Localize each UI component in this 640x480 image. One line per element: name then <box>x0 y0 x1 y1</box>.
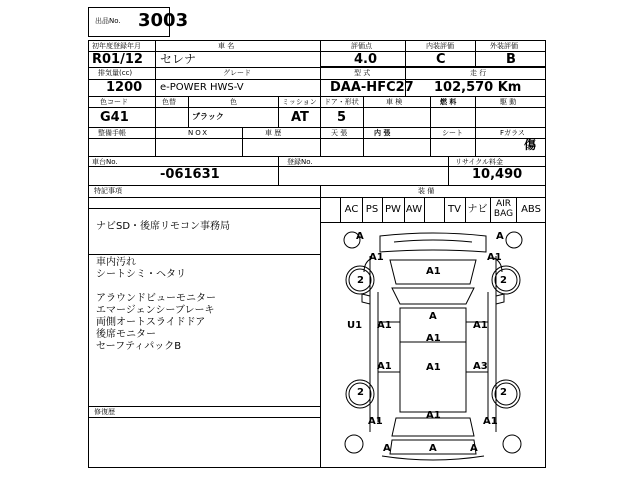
exterior-grade-value: B <box>506 52 516 67</box>
equipment-ps: PS <box>365 204 379 215</box>
model-code-label: 型 式 <box>354 69 371 77</box>
damage-mark: A1 <box>426 266 441 277</box>
color-change-label: 色替 <box>162 98 176 106</box>
score-value: 4.0 <box>354 52 378 67</box>
fuel-label: 燃 料 <box>440 98 457 106</box>
repair-history-label: 修復歴 <box>94 408 115 416</box>
first-registration-value: R01/12 <box>92 52 143 67</box>
damage-mark: A1 <box>377 320 392 331</box>
damage-mark: A <box>383 443 391 454</box>
car-history-label: 車 歴 <box>265 129 282 137</box>
recycle-fee-value: 10,490 <box>472 167 523 182</box>
equipment-label: 装 備 <box>418 187 435 195</box>
chassis-number-label: 車台No. <box>92 158 118 166</box>
notes-line-1: ナビSD・後席リモコン事務局 <box>96 221 231 232</box>
damage-mark: A1 <box>473 320 488 331</box>
notes-list <box>96 257 216 353</box>
equipment-pw: PW <box>385 204 401 215</box>
notes-line <box>96 281 216 293</box>
damage-mark: A <box>496 231 504 242</box>
front-glass-value: 傷 <box>524 138 537 152</box>
damage-mark: 2 <box>500 275 507 286</box>
model-code-value: DAA-HFC27 <box>330 80 414 95</box>
grade-label: グレード <box>223 69 251 77</box>
mission-label: ミッション <box>282 98 317 106</box>
inspection-label: 車 検 <box>386 98 403 106</box>
damage-mark: A <box>356 231 364 242</box>
roof-lining-label: 天 張 <box>331 129 348 137</box>
doors-value: 5 <box>337 110 347 125</box>
equipment-abs: ABS <box>521 204 541 215</box>
notes-line: 後席モニター <box>96 329 156 340</box>
notes-line: アラウンドビューモニター <box>96 293 216 304</box>
color-value: ブラック <box>192 112 224 121</box>
damage-mark: A <box>470 443 478 454</box>
score-label: 評価点 <box>351 42 372 50</box>
doors-label: ドア・形状 <box>324 98 359 106</box>
displacement-value: 1200 <box>106 80 143 95</box>
damage-mark: A1 <box>377 361 392 372</box>
notes-line: シートシミ・ヘタリ <box>96 269 186 280</box>
registration-number-label: 登録No. <box>287 158 313 166</box>
seat-label: シート <box>442 129 463 137</box>
notes-line: エマージェンシーブレーキ <box>96 305 215 316</box>
mission-value: AT <box>291 110 309 125</box>
service-record-label: 整備手帳 <box>98 129 126 137</box>
exterior-grade-label: 外装評価 <box>490 42 518 50</box>
recycle-fee-label: リサイクル料金 <box>455 158 504 166</box>
equipment-navi: ナビ <box>467 204 488 215</box>
displacement-label: 排気量(cc) <box>98 69 133 77</box>
listing-number-label: 出品No. <box>95 17 121 25</box>
damage-mark: A1 <box>368 416 383 427</box>
nox-label: NOX <box>188 129 210 137</box>
damage-mark: A1 <box>369 252 384 263</box>
grade-value: e-POWER HWS-V <box>160 82 244 93</box>
damage-mark: A1 <box>487 252 502 263</box>
front-glass-label: Fガラス <box>500 129 525 137</box>
damage-mark: A1 <box>426 333 441 344</box>
equipment-tv: TV <box>448 204 461 215</box>
notes-line: 両側オートスライドドア <box>96 317 206 328</box>
damage-mark: A3 <box>473 361 488 372</box>
damage-mark: A <box>429 311 437 322</box>
first-registration-label: 初年度登録年月 <box>92 42 141 50</box>
mileage-value: 102,570 Km <box>434 80 522 95</box>
chassis-number-value: -061631 <box>160 167 220 182</box>
damage-mark: A1 <box>483 416 498 427</box>
car-name-value: セレナ <box>160 52 197 66</box>
damage-mark: 2 <box>357 387 364 398</box>
interior-lining-label: 内 張 <box>374 129 391 137</box>
damage-mark: 2 <box>357 275 364 286</box>
listing-number: 3003 <box>138 10 189 31</box>
equipment-ac: AC <box>344 204 359 215</box>
damage-mark: A1 <box>426 362 441 373</box>
damage-mark: A1 <box>426 410 441 421</box>
equipment-airbag: AIR BAG <box>493 199 514 219</box>
color-code-label: 色コード <box>100 98 128 106</box>
damage-mark: A <box>429 443 437 454</box>
notes-line: 車内汚れ <box>96 257 136 268</box>
color-code-value: G41 <box>100 110 129 125</box>
damage-mark: 2 <box>500 387 507 398</box>
color-label: 色 <box>230 98 237 106</box>
car-name-label: 車 名 <box>218 42 235 50</box>
notes-label: 特記事項 <box>94 187 122 195</box>
notes-line: セーフティパックB <box>96 341 182 352</box>
interior-grade-value: C <box>436 52 446 67</box>
mileage-label: 走 行 <box>470 69 487 77</box>
interior-grade-label: 内装評価 <box>426 42 454 50</box>
damage-mark: U1 <box>347 320 363 331</box>
car-damage-diagram <box>320 222 546 468</box>
drive-label: 駆 動 <box>500 98 517 106</box>
equipment-aw: AW <box>405 204 423 215</box>
